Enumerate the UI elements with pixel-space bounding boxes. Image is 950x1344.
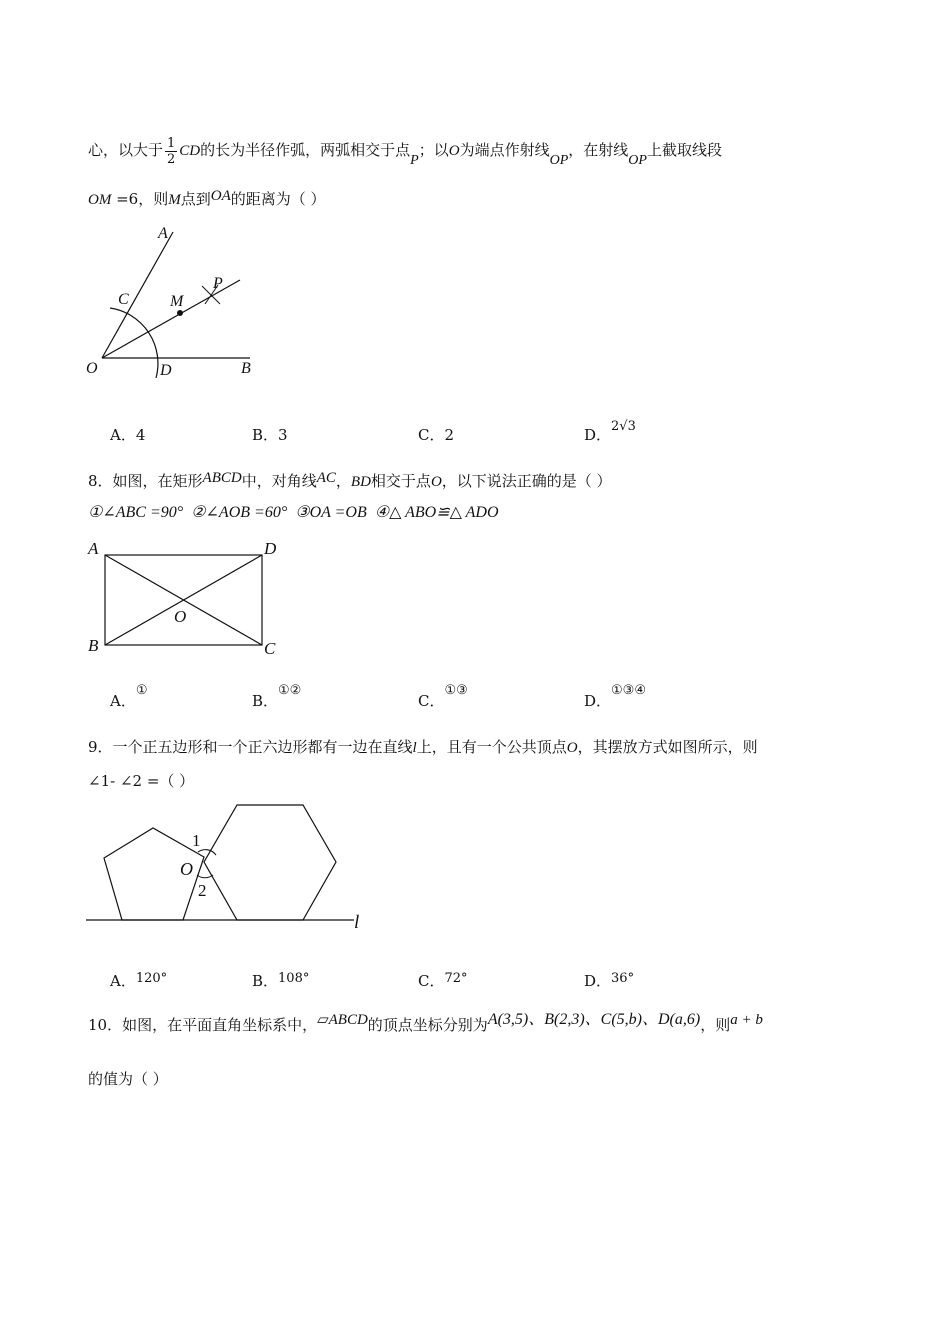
- text: 的长为半径作弧，两弧相交于点: [200, 141, 411, 159]
- q7-option-b[interactable]: B．3: [252, 426, 288, 444]
- q7-line2: [88, 188, 326, 209]
- q9-figure: [80, 796, 380, 936]
- math-o: O: [448, 143, 460, 159]
- math-ac: AC: [316, 470, 336, 486]
- statement-1: ①∠ABC =90°: [88, 504, 184, 521]
- math-op: OP: [549, 153, 569, 168]
- label-2: 2: [198, 881, 207, 900]
- label-o: O: [174, 607, 187, 626]
- math-oa: OA: [210, 188, 231, 204]
- q9-option-a[interactable]: A．120°: [110, 971, 168, 990]
- q10-line1: 10．如图，在平面直角坐标系中，▱ABCD的顶点坐标分别为A(3,5)、B(2,3)、C(5,b)、D(a,6)，则a + b: [88, 1011, 763, 1034]
- q9-option-b[interactable]: B．108°: [252, 971, 310, 990]
- math-abcd: ABCD: [202, 470, 242, 486]
- math-op: OP: [628, 153, 647, 168]
- q8-option-d[interactable]: D．①③④: [584, 683, 646, 710]
- q7-option-c[interactable]: C．2: [418, 426, 455, 444]
- label-a: A: [88, 539, 99, 558]
- math-coordinates: A(3,5)、B(2,3)、C(5,b)、D(a,6): [487, 1011, 701, 1028]
- q9-line2: ∠1- ∠2 =（ ）: [88, 772, 195, 790]
- math-a-plus-b: a + b: [730, 1012, 763, 1028]
- label-l: l: [354, 912, 360, 933]
- statement-3: ③OA =OB: [295, 504, 367, 521]
- text: 点到: [180, 190, 211, 208]
- label-c: C: [118, 291, 129, 308]
- math-parallelogram: ▱ABCD: [317, 1012, 368, 1028]
- statement-2: ②∠AOB =60°: [191, 504, 288, 521]
- label-d: D: [160, 362, 172, 379]
- math-bd: BD: [350, 474, 371, 490]
- hexagon: [204, 805, 336, 920]
- q7-line1: [88, 128, 722, 174]
- text: 为端点作射线: [459, 141, 550, 159]
- label-b: B: [241, 360, 251, 377]
- q10-line2: 的值为（ ）: [88, 1070, 168, 1088]
- q9-line1: 9．一个正五边形和一个正六边形都有一边在直线l上，且有一个公共顶点O，其摆放方式如图所示，则: [88, 738, 758, 756]
- text: 上截取线段: [646, 141, 722, 159]
- text: =6: [111, 190, 139, 208]
- angle-2-arc: [197, 875, 213, 878]
- q8-line1: 8．如图，在矩形ABCD中，对角线AC，BD相交于点O，以下说法正确的是（ ）: [88, 470, 612, 490]
- q9-option-d[interactable]: D．36°: [584, 971, 635, 990]
- angle-1-arc: [198, 850, 216, 855]
- math-o: O: [430, 474, 442, 490]
- arc-cd: [110, 308, 158, 378]
- text: ，则: [138, 190, 169, 208]
- label-a: A: [158, 225, 168, 242]
- label-c: C: [264, 639, 276, 658]
- math-m: M: [168, 192, 181, 208]
- label-m: M: [170, 293, 184, 310]
- label-p: P: [213, 275, 223, 292]
- q8-option-c[interactable]: C．①③: [418, 683, 468, 710]
- q9-option-c[interactable]: C．72°: [418, 971, 468, 990]
- math-cd: CD: [179, 143, 201, 159]
- text: ，在射线: [568, 141, 629, 159]
- math-o: O: [566, 740, 578, 756]
- label-o: O: [86, 360, 98, 377]
- math-l: l: [412, 740, 417, 756]
- text: ；以: [418, 141, 449, 159]
- math-p: P: [410, 153, 419, 168]
- q7-option-d[interactable]: D．2√3: [584, 419, 636, 444]
- q7-option-a[interactable]: A．4: [110, 426, 146, 444]
- label-b: B: [88, 636, 99, 655]
- math-om: OM: [88, 192, 112, 208]
- text: 心，以大于: [88, 141, 164, 159]
- fraction: $\frac{1}{2}$: [167, 135, 176, 167]
- q7-figure: [80, 222, 270, 382]
- q8-figure: [84, 536, 294, 664]
- q8-option-b[interactable]: B．①②: [252, 683, 302, 710]
- label-1: 1: [192, 831, 201, 850]
- q8-statements: [88, 502, 499, 522]
- label-d: D: [264, 539, 277, 558]
- point-m: [177, 310, 183, 316]
- text: 的距离为（ ）: [230, 190, 326, 208]
- ray-oa: [102, 232, 173, 358]
- q8-option-a[interactable]: A．①: [110, 683, 148, 710]
- statement-4: ④△ ABO≌△ ADO: [374, 504, 499, 521]
- label-o: O: [180, 859, 193, 879]
